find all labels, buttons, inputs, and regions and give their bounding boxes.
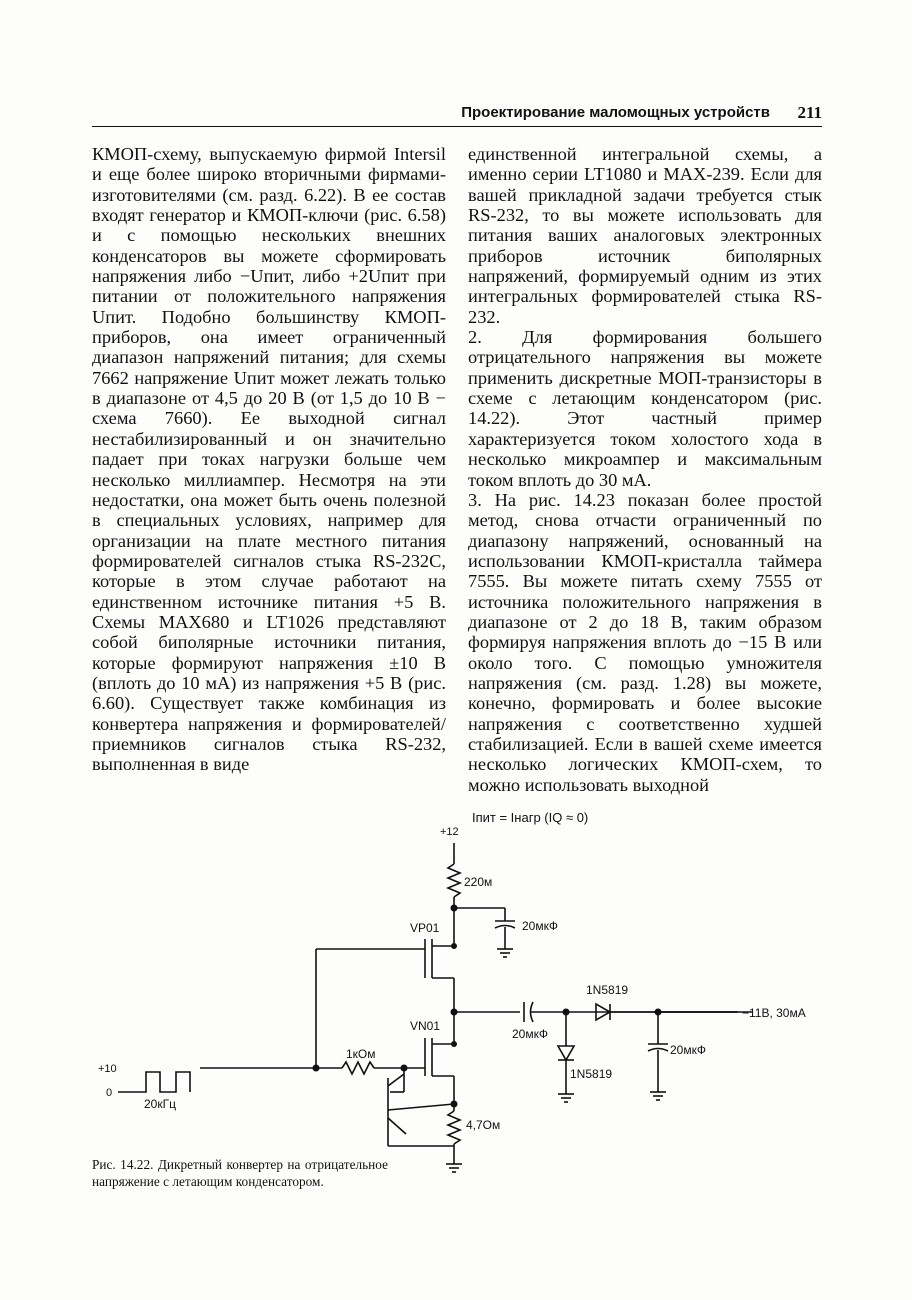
- left-paragraph: КМОП-схему, выпускаемую фирмой Intersil и еще более широко вторичными фирмами-изготовителями (см. разд. 6.22). В ее состав входят генератор и КМОП-ключи (рис. 6.58) и с помощью нескольких внешних конденсаторов вы можете сформировать напряжения либо −Uпит, либо +2Uпит при питании от положительного напряжения Uпит. Подобно большинству КМОП-приборов, она имеет ограниченный диапазон напряжений питания; для схемы 7662 напряжение Uпит может лежать только в диапазоне от 4,5 до 20 В (от 1,5 до 10 В − схема 7660). Ее выходной сигнал нестабилизированный и он значительно падает при токах нагрузки больше чем несколько миллиампер. Несмотря на эти недостатки, она может быть очень полезной в специальных условиях, например для организации на плате местного питания формирователей сигналов стыка RS-232C, которые в этом случае работают на единственном источнике питания +5 В. Схемы MAX680 и LT1026 представляют собой биполярные источники питания, которые формируют напряжения ±10 В (вплоть до 10 мА) из напряжения +5 В (рис. 6.60). Существует также комбинация из конвертера напряжения и формирователей/приемников сигналов стыка RS-232, выполненная в виде: [92, 144, 446, 775]
- supply-label: +12: [440, 826, 459, 838]
- r1-label: 220м: [464, 875, 493, 889]
- input-high-label: +10: [98, 1063, 117, 1075]
- header-title: Проектирование маломощных устройств: [461, 104, 770, 121]
- output-label: −11В, 30мА: [742, 1006, 806, 1020]
- d1-label: 1N5819: [586, 983, 629, 997]
- r3-label: 4,7Ом: [466, 1118, 501, 1132]
- right-paragraph-3: 3. На рис. 14.23 показан более простой метод, снова отчасти ограниченный по диапазону напряжений, основанный на использовании КМОП-кристалла таймера 7555. Вы можете питать схему 7555 от источника положительного напряжения в диапазоне от 2 до 18 В, таким образом формируя напряжения вплоть до −15 В или около того. С помощью умножителя напряжения (см. разд. 1.28) вы можете, конечно, формировать и более высокие напряжения с соответственно худшей стабилизацией. Если в вашей схеме имеется несколько логических КМОП-схем, то можно использовать выходной: [468, 489, 822, 795]
- c1-label: 20мкФ: [522, 919, 558, 933]
- current-label: Iпит = Iнагр (IQ ≈ 0): [472, 810, 589, 825]
- c3-label: 20мкФ: [670, 1043, 706, 1057]
- q2-label: VN01: [410, 1019, 441, 1033]
- q1-label: VP01: [410, 921, 440, 935]
- left-column: [92, 144, 446, 775]
- figure-caption: Рис. 14.22. Дикретный конвертер на отрицательное напряжение с летающим конденсатором.: [92, 1157, 388, 1189]
- circuit-diagram: [92, 806, 832, 1196]
- r2-label: 1кОм: [346, 1047, 376, 1061]
- right-paragraph-1: единственной интегральной схемы, а именно серии LT1080 и MAX-239. Если для вашей прикладной задачи требуется стык RS-232, то вы можете использовать для питания ваших аналоговых электронных приборов источник биполярных напряжений, формируемый одним из этих интегральных формирователей стыка RS-232.: [468, 144, 822, 327]
- input-low-label: 0: [106, 1087, 113, 1099]
- right-paragraph-2: 2. Для формирования большего отрицательного напряжения вы можете применить дискретные МОП-транзисторы в схеме с летающим конденсатором (рис. 14.22). Этот частный пример характеризуется током холостого хода в несколько микроампер и максимальным током вплоть до 30 мА.: [468, 327, 822, 490]
- right-column: [468, 144, 822, 795]
- c2-label: 20мкФ: [512, 1027, 548, 1041]
- page-number: 211: [797, 103, 822, 122]
- d2-label: 1N5819: [570, 1067, 613, 1081]
- frequency-label: 20кГц: [144, 1097, 176, 1111]
- running-header: [92, 100, 822, 127]
